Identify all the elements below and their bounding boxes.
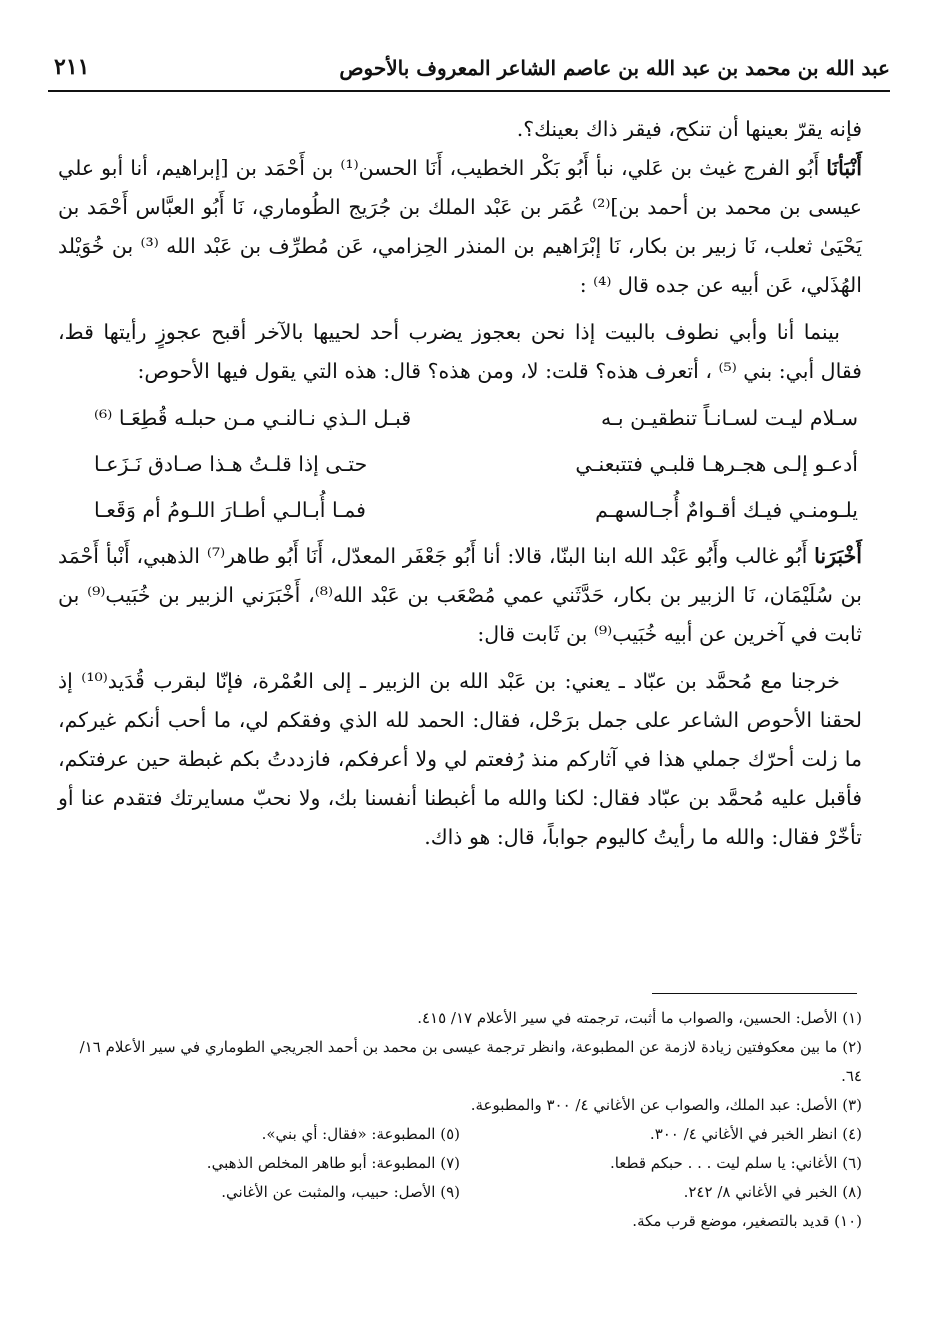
verse-line (58, 487, 862, 533)
footnotes (58, 1004, 862, 1236)
verse-line (58, 441, 862, 487)
verse-line (58, 395, 862, 441)
verse-second-hemistich: فمـا أُبـالـي أطـارَ اللـومُ أم وَقَعـا (94, 498, 366, 522)
footnote-4: (٤) انظر الخبر في الأغاني ٤/ ٣٠٠. (649, 1125, 862, 1143)
paragraph-3: بينما أنا وأبي نطوف بالبيت إذا نحن بعجوز يضرب أحد لحييها بالآخر أقبح عجوزٍ رأيتها قط، فقال أبي: بني ⁽⁵⁾ ، أتعرف هذه؟ قلت: لا، ومن هذه؟ قال: هذه التي يقول فيها الأحوص: (58, 320, 862, 383)
footnote-row (58, 1120, 862, 1149)
isnad-keyword: أَخْبَرَنا (814, 544, 862, 568)
footnote-separator (652, 993, 857, 994)
footnote-1: (١) الأصل: الحسين، والصواب ما أثبت، ترجمته في سير الأعلام ١٧/ ٤١٥. (417, 1009, 862, 1027)
verse-first-hemistich: يلـومنـي فيـك أقـوامٌ أُجـالسهـم (595, 498, 858, 522)
footnote-row (58, 1149, 862, 1178)
paragraph-1: فإنه يقرّ بعينها أن تنكح، فيقر ذاك بعينك؟. (516, 117, 862, 141)
paragraph-4-text: أَبُو غالب وأَبُو عَبْد الله ابنا البنّا، قالا: أنا أَبُو جَعْفَر المعدّل، أَنَا أَبُو طاهر⁽⁷⁾ الذهبي، أَنْبأ أَحْمَد بن سُلَيْمَان، نَا الزبير بن بكار، حَدَّثَني عمي مُصْعَب بن عَبْد الله⁽⁸⁾، أَخْبَرَني الزبير بن خُبَيب⁽⁹⁾ بن ثابت في آخرين عن أبيه خُبَيب⁽⁹⁾ بن ثَابت قال: (58, 544, 862, 646)
footnote-6: (٦) الأغاني: يا سلم ليت . . . حبكم قطعا. (609, 1154, 862, 1172)
footnote-7: (٧) المطبوعة: أبو طاهر المخلص الذهبي. (206, 1154, 460, 1172)
isnad-keyword: أَنْبَأنَا (826, 156, 862, 180)
page-header (48, 50, 890, 92)
paragraph-4 (58, 537, 862, 654)
footnote-9: (٩) الأصل: حبيب، والمثبت عن الأغاني. (221, 1183, 460, 1201)
footnote-10: (١٠) قديد بالتصغير، موضع قرب مكة. (632, 1212, 862, 1230)
paragraph-2-text: أَبُو الفرج غيث بن عَلي، نبأ أَبُو بَكْر الخطيب، أَنَا الحسن⁽¹⁾ بن أَحْمَد بن [إبراهيم، أنا أبو علي عيسى بن محمد بن أحمد بن]⁽²⁾ عُمَر بن عَبْد الملك بن جُرَيج الطُوماري، نَا أَبُو العبَّاس أَحْمَد بن يَحْيَىٰ ثعلب، نَا زبير بن بكار، نَا إبْرَاهيم بن المنذر الحِزامي، عَن مُطرِّف بن عَبْد الله ⁽³⁾ بن خُوَيْلد الهُذَلي، عَن أبيه عن جده قال ⁽⁴⁾ : (58, 156, 862, 297)
footnote-5: (٥) المطبوعة: «فقال: أي بني». (261, 1125, 460, 1143)
paragraph-2 (58, 149, 862, 305)
footnote-3: (٣) الأصل: عبد الملك، والصواب عن الأغاني ٤/ ٣٠٠ والمطبوعة. (470, 1096, 862, 1114)
verse-first-hemistich: أدعـو إلـى هجـرهـا قلبـي فتتبعنـي (575, 452, 858, 476)
verse-first-hemistich: سـلام ليـت لسـانـاً تنطقيـن بـه (600, 406, 858, 430)
page-number: ٢١١ (54, 54, 90, 80)
poem (58, 395, 862, 533)
verse-second-hemistich: قبـل الـذي نـالنـي مـن حبلـه قُطِعَـا ⁽⁶⁾ (94, 406, 412, 430)
running-title: عبد الله بن محمد بن عبد الله بن عاصم الشاعر المعروف بالأحوص (339, 56, 890, 80)
footnote-2: (٢) ما بين معكوفتين زيادة لازمة عن المطبوعة، وانظر ترجمة عيسى بن محمد بن أحمد الجريجي الطوماري في سير الأعلام ١٦/ ٦٤. (79, 1038, 862, 1085)
paragraph-5: خرجنا مع مُحمَّد بن عبّاد ـ يعني: بن عَبْد الله بن الزبير ـ إلى العُمْرة، فإنّا لبقرب قُدَيد⁽¹⁰⁾ إذ لحقنا الأحوص الشاعر على جمل برَحْل، فقال: الحمد لله الذي وفقكم لي، ما أحب أنكم غيركم، ما زلت أحرّك جملي هذا في آثاركم منذ رُفعتم لي ولا أعرفكم، فازددتُ بكم غبطة حين عرفتكم، فأقبل عليه مُحمَّد بن عبّاد فقال: لكنا والله ما أغبطنا أنفسنا بك، ولا نحبّ مسايرتك فتقدم عنا أو تأخّرْ فقال: والله ما رأيتُ كاليوم جواباً، قال: هو ذاك. (58, 669, 862, 849)
main-text (58, 110, 862, 857)
verse-second-hemistich: حتـى إذا قلـتُ هـذا صـادق نَـزَعـا (94, 452, 368, 476)
footnote-row (58, 1178, 862, 1207)
footnote-8: (٨) الخبر في الأغاني ٨/ ٢٤٢. (683, 1183, 862, 1201)
